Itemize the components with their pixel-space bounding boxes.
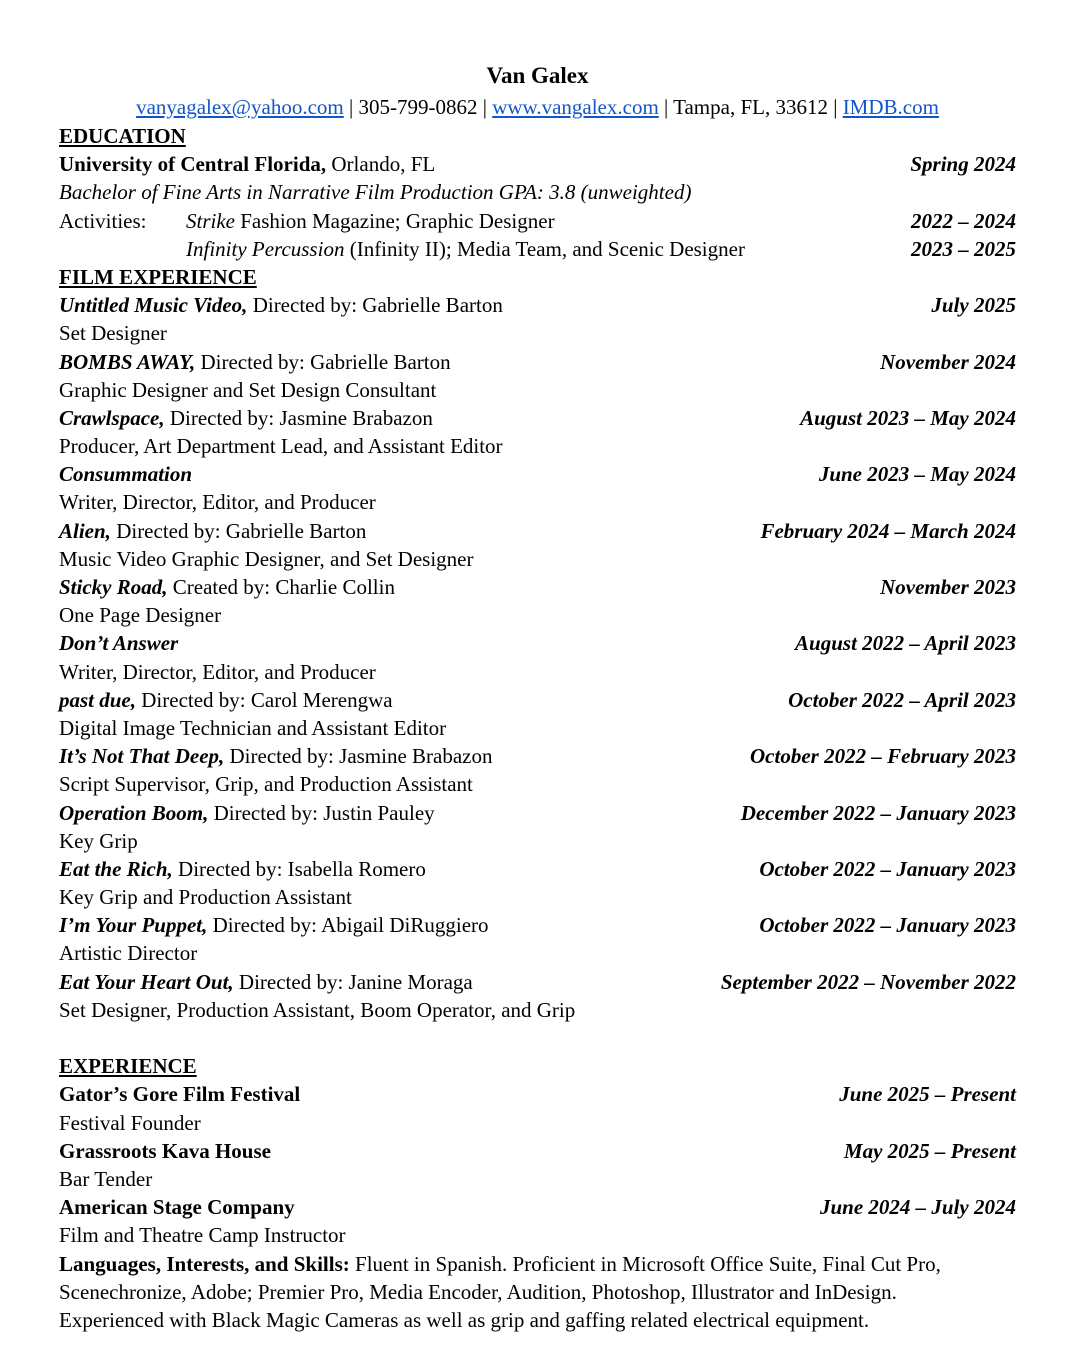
experience-org: Gator’s Gore Film Festival xyxy=(59,1082,301,1107)
film-experience-list xyxy=(59,291,1016,1024)
film-entry xyxy=(59,573,1016,601)
contact-line xyxy=(59,92,1016,122)
experience-heading: EXPERIENCE xyxy=(59,1054,197,1079)
education-heading: EDUCATION xyxy=(59,124,186,148)
activity-title: Strike xyxy=(186,208,235,233)
film-role: Key Grip xyxy=(59,828,138,853)
film-role: Digital Image Technician and Assistant Editor xyxy=(59,715,447,740)
imdb-link[interactable]: IMDB.com xyxy=(842,95,939,119)
film-title: Consummation xyxy=(59,462,193,487)
film-credit: Directed by: Gabrielle Barton xyxy=(247,293,503,318)
film-title: Alien, xyxy=(59,518,111,543)
experience-role: Festival Founder xyxy=(59,1110,201,1135)
experience-entry xyxy=(59,1193,1016,1221)
film-credit: Directed by: Jasmine Brabazon xyxy=(224,744,493,769)
activity-date: 2022 – 2024 xyxy=(911,208,1016,233)
film-title: Eat Your Heart Out, xyxy=(59,969,234,994)
experience-role: Film and Theatre Camp Instructor xyxy=(59,1223,346,1248)
experience-date: June 2024 – July 2024 xyxy=(819,1195,1016,1220)
film-date: October 2022 – February 2023 xyxy=(750,744,1016,769)
film-title: Sticky Road, xyxy=(59,575,168,599)
film-entry xyxy=(59,517,1016,545)
film-entry xyxy=(59,855,1016,883)
school-location: Orlando, FL xyxy=(326,152,436,177)
film-entry xyxy=(59,799,1016,827)
film-date: October 2022 – January 2023 xyxy=(759,856,1016,881)
film-role: Artistic Director xyxy=(59,941,198,966)
film-entry xyxy=(59,404,1016,432)
film-role: Writer, Director, Editor, and Producer xyxy=(59,490,376,515)
film-entry xyxy=(59,348,1016,376)
film-role: Script Supervisor, Grip, and Production Assistant xyxy=(59,772,473,797)
experience-date: June 2025 – Present xyxy=(839,1082,1016,1107)
skills-text: Fluent in Spanish. Proficient in Microsoft Office Suite, Final Cut Pro, Scenechronize, Adobe; Premier Pro, Media Encoder, Audition, Photoshop, Illustrator and InDesign. Experienced with Black Magic Cameras as well as grip and gaffing related electrical equipment. xyxy=(59,1251,941,1332)
experience-role: Bar Tender xyxy=(59,1166,153,1191)
film-title: Eat the Rich, xyxy=(59,856,173,881)
experience-entry xyxy=(59,1137,1016,1165)
film-role: Key Grip and Production Assistant xyxy=(59,885,352,910)
film-credit: Directed by: Gabrielle Barton xyxy=(195,349,451,374)
film-role: Writer, Director, Editor, and Producer xyxy=(59,659,376,684)
film-title: Untitled Music Video, xyxy=(59,293,248,318)
school-date: Spring 2024 xyxy=(910,152,1016,177)
film-title: BOMBS AWAY, xyxy=(59,349,196,374)
film-date: August 2023 – May 2024 xyxy=(800,405,1016,430)
separator: | xyxy=(658,95,674,119)
school-name: University of Central Florida, xyxy=(59,152,327,177)
skills-paragraph xyxy=(59,1250,979,1335)
film-entry xyxy=(59,629,1016,657)
experience-list xyxy=(59,1080,1016,1249)
activity-detail: Fashion Magazine; Graphic Designer xyxy=(234,208,555,233)
experience-org: American Stage Company xyxy=(59,1195,295,1220)
education-school-line xyxy=(59,150,1016,178)
film-entry xyxy=(59,686,1016,714)
activity-line xyxy=(59,207,1016,235)
activity-detail: (Infinity II); Media Team, and Scenic Designer xyxy=(344,236,745,261)
film-date: November 2024 xyxy=(880,349,1016,374)
film-date: August 2022 – April 2023 xyxy=(795,631,1016,656)
film-title: Crawlspace, xyxy=(59,405,165,430)
film-date: October 2022 – April 2023 xyxy=(788,687,1016,712)
film-title: Operation Boom, xyxy=(59,800,209,825)
experience-date: May 2025 – Present xyxy=(843,1138,1016,1163)
separator: | xyxy=(343,95,359,119)
film-role: Graphic Designer and Set Design Consultant xyxy=(59,377,437,402)
separator: | xyxy=(827,95,843,119)
film-entry xyxy=(59,911,1016,939)
film-date: November 2023 xyxy=(880,575,1016,599)
resume-name: Van Galex xyxy=(486,63,589,88)
film-credit: Directed by: Carol Merengwa xyxy=(136,687,393,712)
film-date: July 2025 xyxy=(931,293,1016,318)
film-credit: Directed by: Justin Pauley xyxy=(208,800,435,825)
film-title: It’s Not That Deep, xyxy=(59,744,225,769)
email-link[interactable]: vanyagalex@yahoo.com xyxy=(136,95,344,119)
film-credit: Directed by: Jasmine Brabazon xyxy=(164,405,433,430)
film-date: June 2023 – May 2024 xyxy=(818,462,1016,487)
film-date: December 2022 – January 2023 xyxy=(740,800,1016,825)
degree: Bachelor of Fine Arts in Narrative Film Production GPA: 3.8 (unweighted) xyxy=(59,180,692,205)
film-entry xyxy=(59,460,1016,488)
activity-title: Infinity Percussion xyxy=(186,236,345,261)
separator: | xyxy=(477,95,493,119)
location: Tampa, FL, 33612 xyxy=(673,95,828,119)
experience-entry xyxy=(59,1080,1016,1108)
film-credit: Directed by: Gabrielle Barton xyxy=(110,518,367,543)
film-entry xyxy=(59,742,1016,770)
experience-org: Grassroots Kava House xyxy=(59,1138,271,1163)
film-credit: Directed by: Abigail DiRuggiero xyxy=(207,913,489,938)
activity-line xyxy=(59,235,1016,263)
website-link[interactable]: www.vangalex.com xyxy=(492,95,659,119)
skills-label: Languages, Interests, and Skills: xyxy=(59,1251,350,1276)
activities-label: Activities: xyxy=(59,208,147,233)
film-credit: Directed by: Isabella Romero xyxy=(172,856,426,881)
film-role: Set Designer, Production Assistant, Boom Operator, and Grip xyxy=(59,997,576,1022)
film-role: Set Designer xyxy=(59,321,167,346)
film-credit: Created by: Charlie Collin xyxy=(167,575,395,599)
film-title: past due, xyxy=(59,687,137,712)
resume xyxy=(59,60,1016,1334)
activity-date: 2023 – 2025 xyxy=(911,236,1016,261)
film-experience-heading: FILM EXPERIENCE xyxy=(59,264,257,289)
film-role: One Page Designer xyxy=(59,603,222,628)
film-date: February 2024 – March 2024 xyxy=(760,518,1016,543)
phone-number: 305-799-0862 xyxy=(358,95,478,119)
spacer xyxy=(59,1024,1016,1052)
film-date: September 2022 – November 2022 xyxy=(720,969,1016,994)
film-entry xyxy=(59,291,1016,319)
film-entry xyxy=(59,968,1016,996)
film-role: Music Video Graphic Designer, and Set Designer xyxy=(59,546,474,571)
film-date: October 2022 – January 2023 xyxy=(759,913,1016,938)
film-title: Don’t Answer xyxy=(59,631,179,656)
film-title: I’m Your Puppet, xyxy=(59,913,208,938)
film-role: Producer, Art Department Lead, and Assistant Editor xyxy=(59,434,503,459)
film-credit: Directed by: Janine Moraga xyxy=(233,969,473,994)
